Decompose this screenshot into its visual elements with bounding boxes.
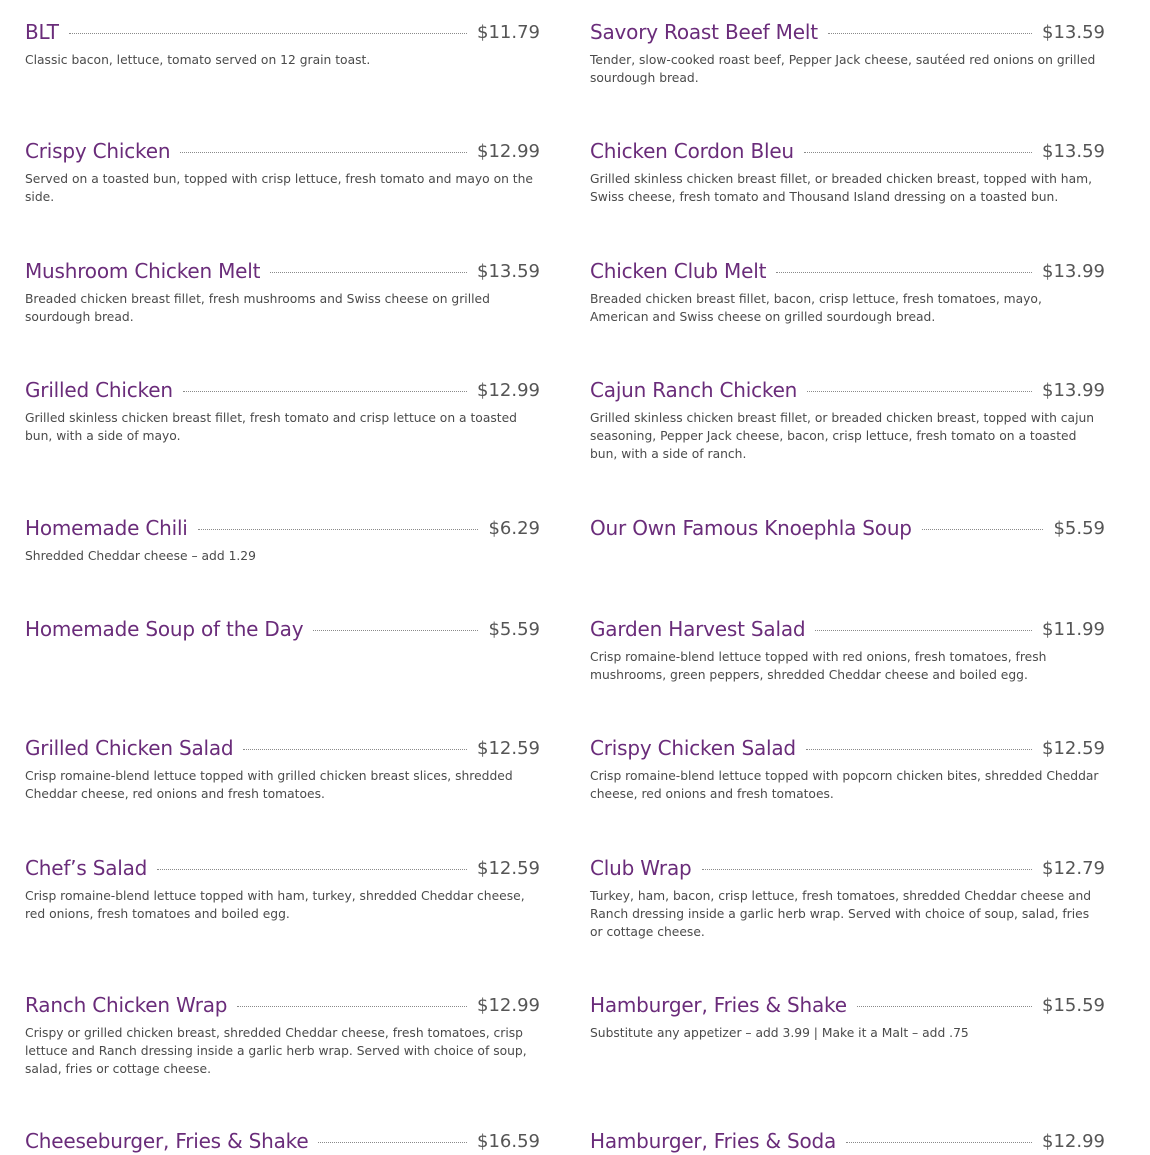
dotted-leader (815, 630, 1032, 631)
item-name: Chicken Club Melt (590, 259, 767, 283)
menu-item (25, 854, 540, 923)
menu-item (590, 376, 1105, 463)
menu-item (25, 615, 540, 648)
menu-item (25, 1127, 540, 1155)
item-name: Chef’s Salad (25, 856, 148, 880)
item-description: Breaded chicken breast fillet, bacon, crisp lettuce, fresh tomatoes, mayo, American and Swiss cheese on grilled sourdough bread. (590, 292, 1042, 324)
item-description: Crispy or grilled chicken breast, shredded Cheddar cheese, fresh tomatoes, crisp lettuce and Ranch dressing inside a garlic herb wrap. Served with choice of soup, salad, fries or cottage cheese. (25, 1026, 527, 1076)
dotted-leader (776, 272, 1032, 273)
item-name: Garden Harvest Salad (590, 617, 806, 641)
item-name: Hamburger, Fries & Shake (590, 993, 847, 1017)
item-name: Chicken Cordon Bleu (590, 139, 794, 163)
menu-item (590, 257, 1105, 326)
item-description: Served on a toasted bun, topped with crisp lettuce, fresh tomato and mayo on the side. (25, 172, 533, 204)
item-name: Grilled Chicken Salad (25, 736, 234, 760)
dotted-leader (806, 749, 1032, 750)
item-price: $13.59 (1042, 140, 1105, 162)
menu-item (25, 18, 540, 69)
item-description: Crisp romaine-blend lettuce topped with grilled chicken breast slices, shredded Cheddar cheese, red onions and fresh tomatoes. (25, 769, 513, 801)
dotted-leader (69, 33, 467, 34)
item-price: $12.79 (1042, 857, 1105, 879)
menu-item (590, 1127, 1105, 1155)
item-price: $12.59 (477, 737, 540, 759)
menu-item (590, 854, 1105, 941)
menu-item (590, 615, 1105, 684)
menu-item (590, 18, 1105, 87)
item-description: Classic bacon, lettuce, tomato served on 12 grain toast. (25, 53, 371, 67)
item-name: Our Own Famous Knoephla Soup (590, 516, 912, 540)
item-description: Shredded Cheddar cheese – add 1.29 (25, 549, 256, 563)
item-price: $12.59 (1042, 737, 1105, 759)
menu-item (25, 991, 540, 1078)
item-price: $12.99 (1042, 1130, 1105, 1152)
menu-item (25, 376, 540, 445)
item-price: $16.59 (477, 1130, 540, 1152)
menu-item (590, 514, 1105, 547)
item-price: $15.59 (1042, 994, 1105, 1016)
item-description: Grilled skinless chicken breast fillet, or breaded chicken breast, topped with cajun seasoning, Pepper Jack cheese, bacon, crisp lettuce, fresh tomato on a toasted bun, with a side of ranch. (590, 411, 1095, 461)
item-description: Grilled skinless chicken breast fillet, fresh tomato and crisp lettuce on a toasted bun, with a side of mayo. (25, 411, 517, 443)
dotted-leader (807, 391, 1032, 392)
dotted-leader (922, 529, 1044, 530)
item-description: Turkey, ham, bacon, crisp lettuce, fresh tomatoes, shredded Cheddar cheese and Ranch dressing inside a garlic herb wrap. Served with choice of soup, salad, fries or cottage cheese. (590, 889, 1092, 939)
item-name: Crispy Chicken (25, 139, 171, 163)
menu-item (25, 257, 540, 326)
item-price: $5.59 (488, 618, 540, 640)
item-name: Savory Roast Beef Melt (590, 20, 818, 44)
dotted-leader (857, 1006, 1032, 1007)
item-price: $12.59 (477, 857, 540, 879)
item-name: Homemade Chili (25, 516, 188, 540)
item-price: $11.79 (477, 21, 540, 43)
dotted-leader (198, 529, 479, 530)
dotted-leader (828, 33, 1032, 34)
dotted-leader (702, 869, 1033, 870)
dotted-leader (180, 152, 467, 153)
item-price: $12.99 (477, 994, 540, 1016)
dotted-leader (157, 869, 467, 870)
item-name: Crispy Chicken Salad (590, 736, 796, 760)
menu-item (590, 734, 1105, 803)
dotted-leader (318, 1142, 467, 1143)
item-description: Crisp romaine-blend lettuce topped with ham, turkey, shredded Cheddar cheese, red onions, fresh tomatoes and boiled egg. (25, 889, 525, 921)
menu-item (25, 514, 540, 565)
item-price: $13.59 (477, 260, 540, 282)
item-description: Crisp romaine-blend lettuce topped with popcorn chicken bites, shredded Cheddar cheese, red onions and fresh tomatoes. (590, 769, 1099, 801)
item-name: Homemade Soup of the Day (25, 617, 304, 641)
dotted-leader (270, 272, 467, 273)
item-price: $5.59 (1053, 517, 1105, 539)
item-description: Grilled skinless chicken breast fillet, or breaded chicken breast, topped with ham, Swiss cheese, fresh tomato and Thousand Island dressing on a toasted bun. (590, 172, 1092, 204)
item-price: $6.29 (488, 517, 540, 539)
dotted-leader (313, 630, 478, 631)
dotted-leader (846, 1142, 1032, 1143)
item-name: Grilled Chicken (25, 378, 173, 402)
dotted-leader (243, 749, 467, 750)
item-price: $12.99 (477, 379, 540, 401)
item-name: Cheeseburger, Fries & Shake (25, 1129, 309, 1153)
item-name: Club Wrap (590, 856, 692, 880)
item-name: Hamburger, Fries & Soda (590, 1129, 837, 1153)
item-price: $13.99 (1042, 260, 1105, 282)
item-description: Crisp romaine-blend lettuce topped with red onions, fresh tomatoes, fresh mushrooms, green peppers, shredded Cheddar cheese and boiled egg. (590, 650, 1047, 682)
item-description: Breaded chicken breast fillet, fresh mushrooms and Swiss cheese on grilled sourdough bread. (25, 292, 490, 324)
menu-item (590, 991, 1105, 1042)
item-name: Mushroom Chicken Melt (25, 259, 261, 283)
item-name: Cajun Ranch Chicken (590, 378, 798, 402)
item-price: $11.99 (1042, 618, 1105, 640)
menu-item (590, 137, 1105, 206)
item-name: BLT (25, 20, 59, 44)
item-name: Ranch Chicken Wrap (25, 993, 228, 1017)
item-description: Tender, slow-cooked roast beef, Pepper Jack cheese, sautéed red onions on grilled sourdough bread. (590, 53, 1096, 85)
item-price: $13.99 (1042, 379, 1105, 401)
dotted-leader (237, 1006, 467, 1007)
dotted-leader (804, 152, 1032, 153)
dotted-leader (183, 391, 467, 392)
item-description: Substitute any appetizer – add 3.99 | Make it a Malt – add .75 (590, 1026, 969, 1040)
menu-item (25, 734, 540, 803)
menu-item (25, 137, 540, 206)
item-price: $12.99 (477, 140, 540, 162)
item-price: $13.59 (1042, 21, 1105, 43)
